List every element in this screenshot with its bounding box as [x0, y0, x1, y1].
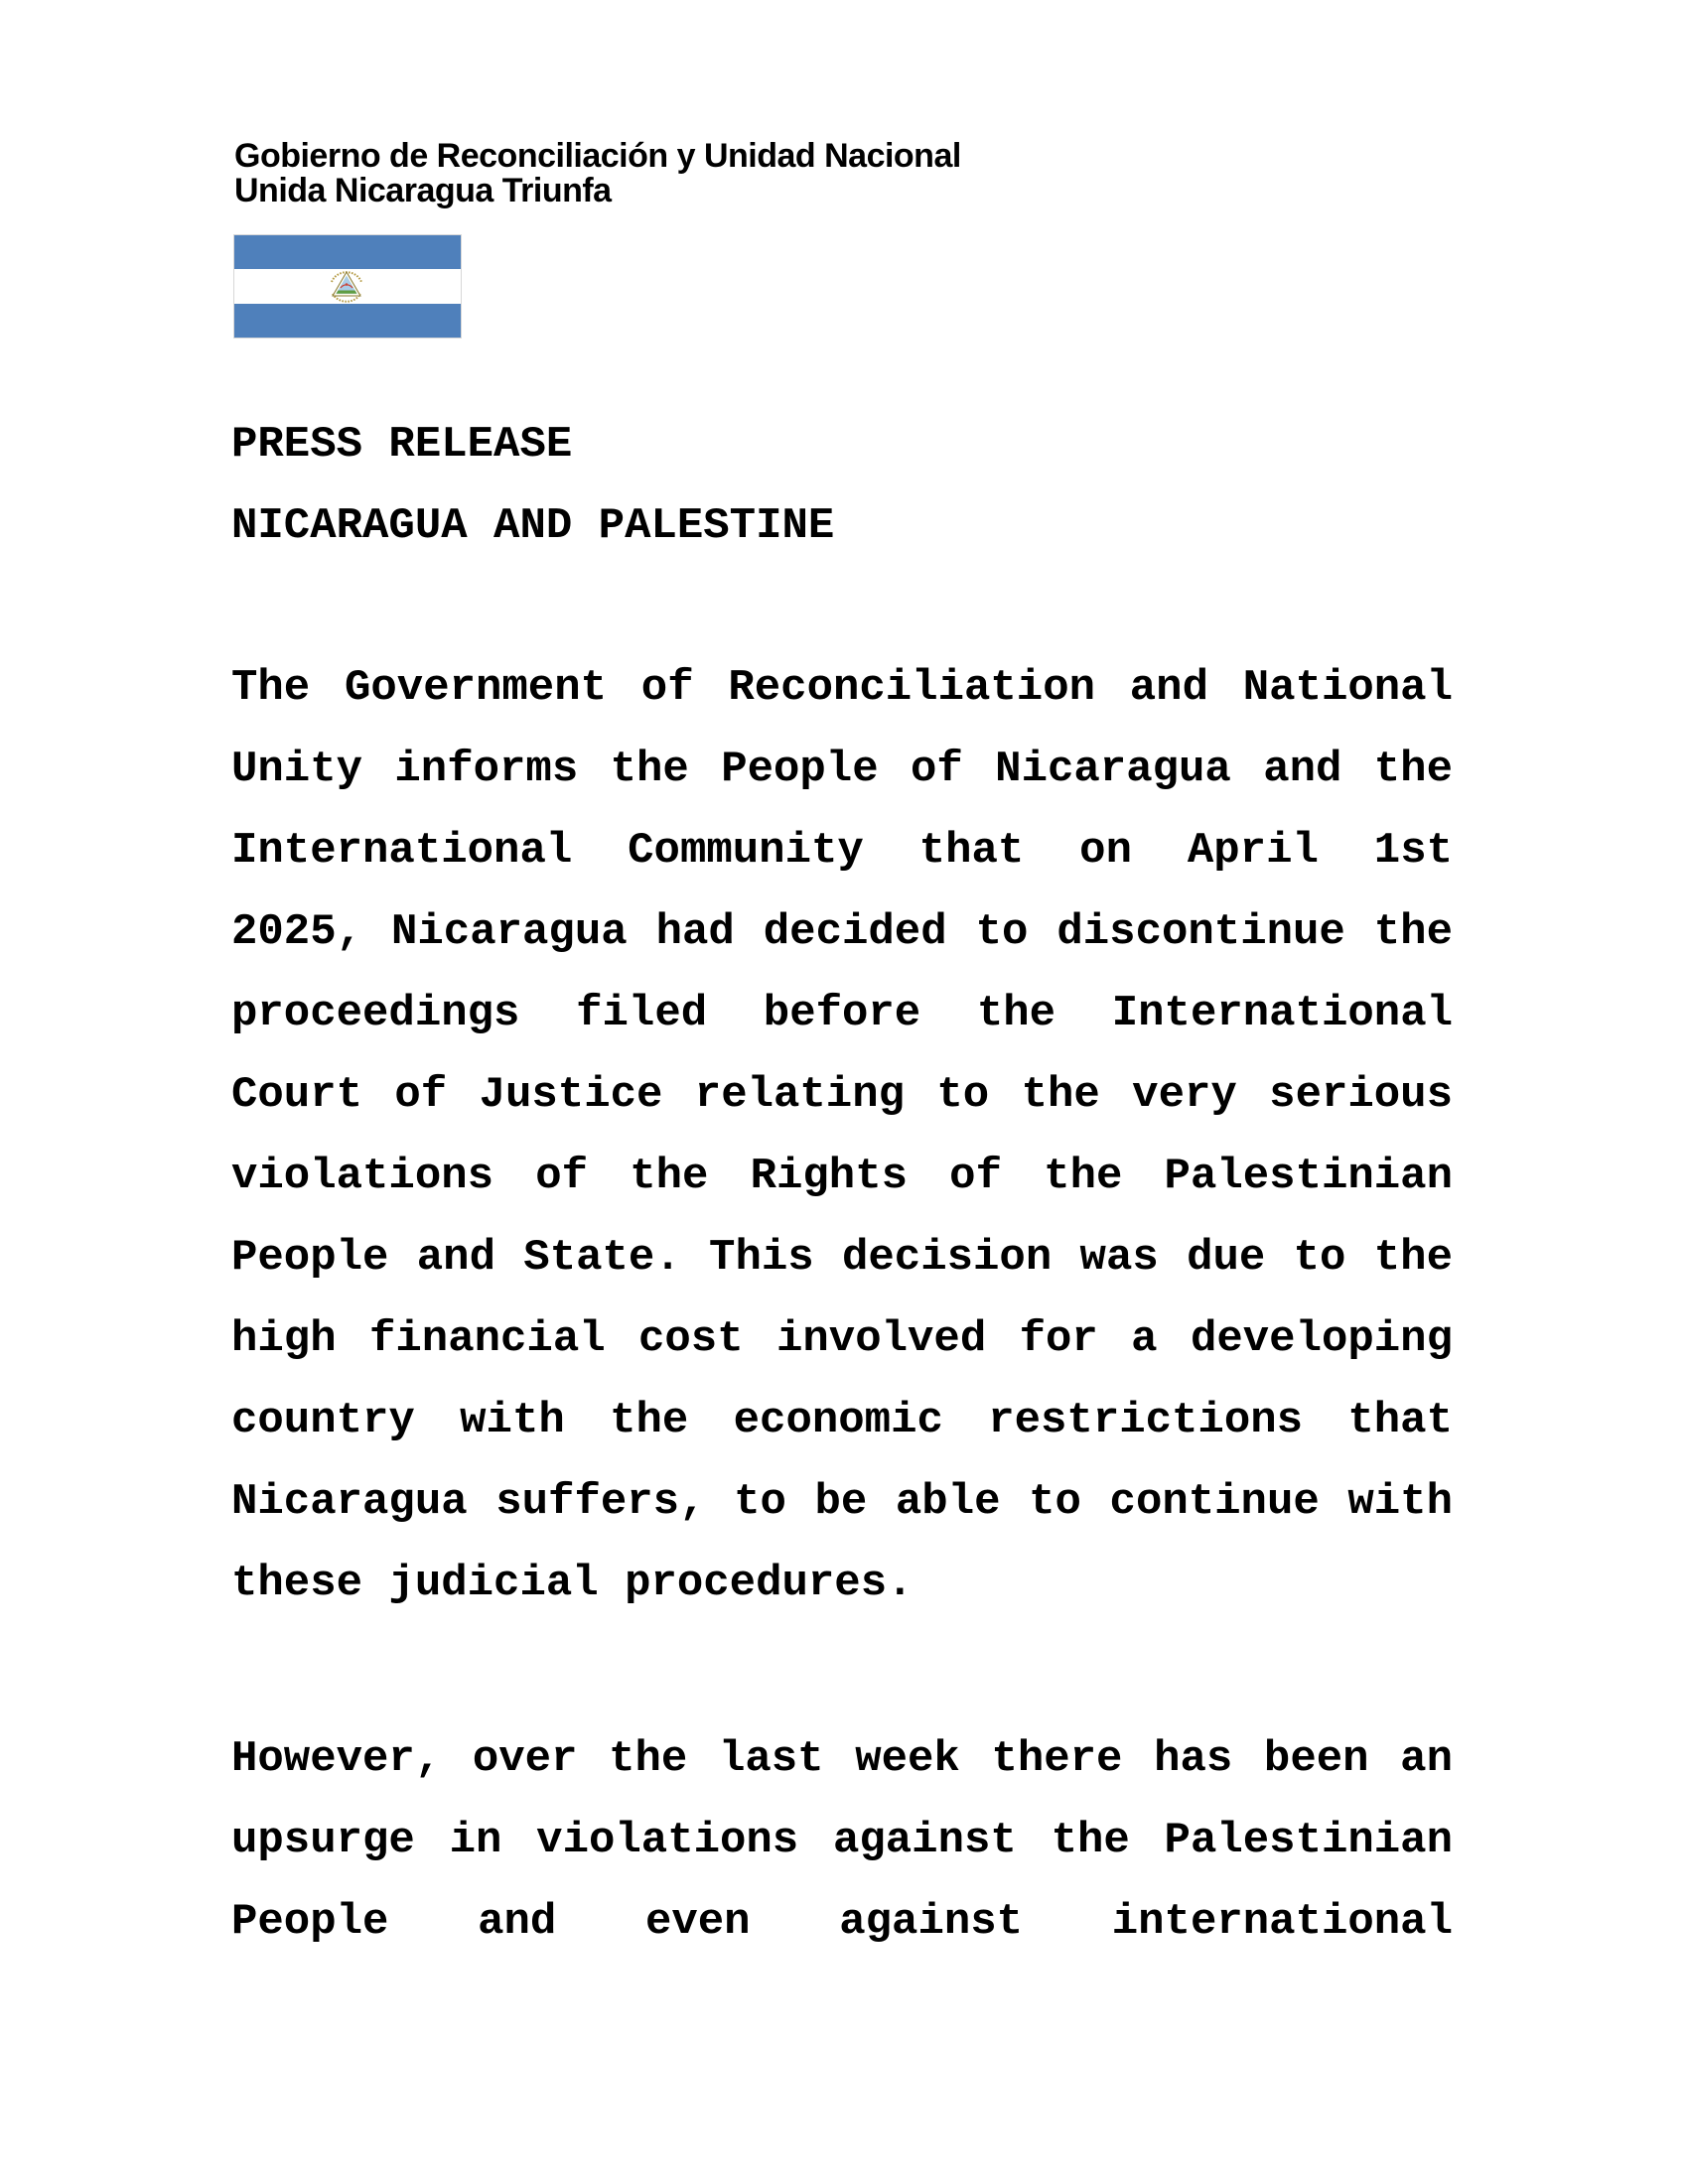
body-line: upsurge in violations against the Palestinian [231, 1816, 1453, 1865]
nicaragua-coat-of-arms-icon [324, 265, 369, 307]
nicaragua-flag-image [233, 234, 462, 339]
body-line: People and even against international [231, 1897, 1453, 1947]
flag-stripe-top [234, 235, 461, 269]
org-title: Gobierno de Reconciliación y Unidad Nacional [234, 137, 961, 175]
body-line: The Government of Reconciliation and National [231, 663, 1453, 713]
org-subtitle: Unida Nicaragua Triunfa [234, 172, 612, 209]
body-line: high financial cost involved for a developing [231, 1314, 1453, 1364]
document-subject-title: NICARAGUA AND PALESTINE [231, 501, 835, 551]
press-release-title: PRESS RELEASE [231, 420, 573, 470]
body-line: Unity informs the People of Nicaragua and the [231, 745, 1453, 794]
body-line: 2025, Nicaragua had decided to discontinue the [231, 907, 1453, 957]
flag-stripe-middle [234, 269, 461, 303]
paragraph-2 [231, 1718, 1453, 1963]
body-line: However, over the last week there has been an [231, 1734, 1453, 1784]
body-line: these judicial procedures. [231, 1559, 914, 1608]
document-titles [231, 404, 1453, 567]
body-line: International Community that on April 1st [231, 826, 1453, 876]
body-line: People and State. This decision was due to the [231, 1233, 1453, 1283]
body-line: Nicaragua suffers, to be able to continue with [231, 1477, 1453, 1527]
paragraph-1 [231, 647, 1453, 1624]
body-line: proceedings filed before the International [231, 989, 1453, 1038]
body-line: Court of Justice relating to the very serious [231, 1070, 1453, 1120]
body-line: violations of the Rights of the Palestinian [231, 1152, 1453, 1201]
flag-stripe-bottom [234, 304, 461, 338]
document-body [231, 647, 1453, 1963]
body-line: country with the economic restrictions that [231, 1396, 1453, 1445]
letterhead [234, 139, 961, 208]
